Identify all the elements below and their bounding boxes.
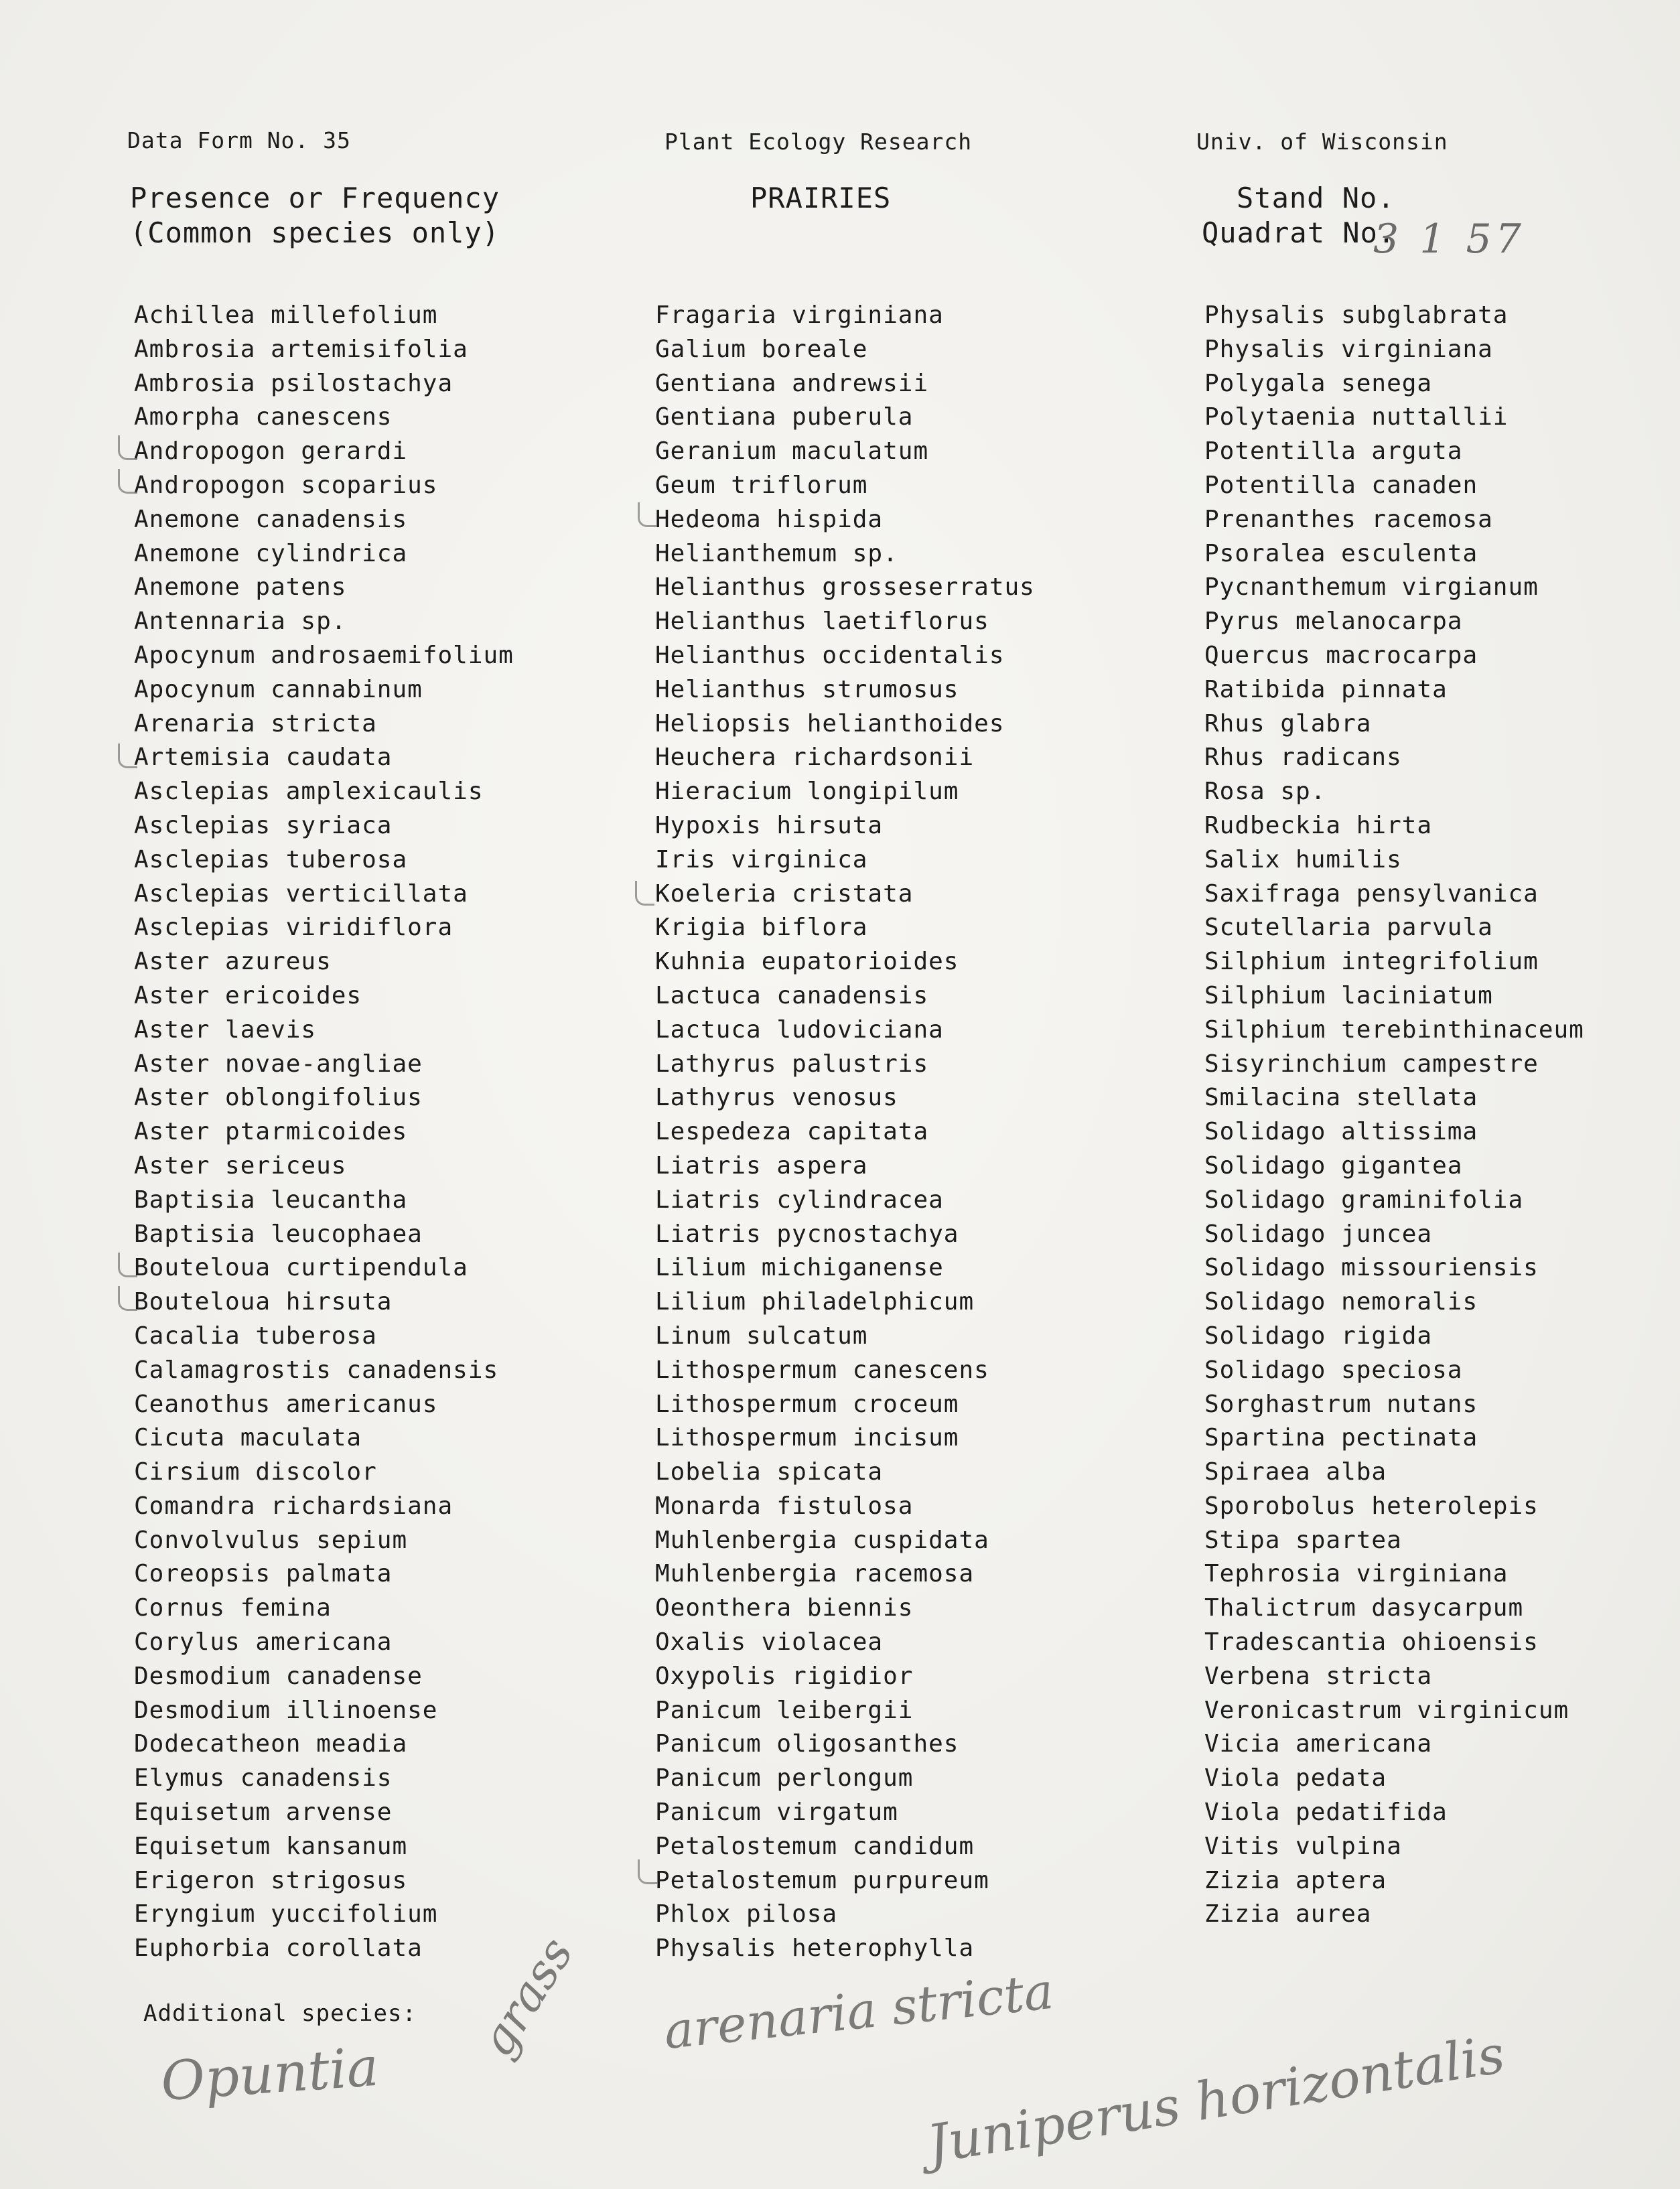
- species-item: Viola pedatifida: [1204, 1798, 1448, 1827]
- species-item: Rosa sp.: [1204, 778, 1326, 806]
- species-item: Anemone cylindrica: [134, 539, 408, 567]
- species-item: Cornus femina: [134, 1594, 332, 1622]
- species-item: Heliopsis helianthoides: [655, 709, 1005, 737]
- species-item: Muhlenbergia cuspidata: [655, 1526, 989, 1554]
- species-item: Silphium terebinthinaceum: [1204, 1015, 1584, 1044]
- species-item: Helianthemum sp.: [655, 539, 898, 567]
- species-item: Silphium integrifolium: [1204, 948, 1539, 976]
- species-item: Solidago speciosa: [1204, 1356, 1463, 1384]
- species-item: Geranium maculatum: [655, 437, 929, 466]
- species-item: Aster azureus: [134, 948, 332, 976]
- species-item: Panicum perlongum: [655, 1764, 914, 1792]
- species-item: Liatris pycnostachya: [655, 1220, 959, 1248]
- species-item: Stipa spartea: [1204, 1526, 1402, 1554]
- species-item: Aster ericoides: [134, 981, 362, 1009]
- check-mark: [638, 1859, 657, 1884]
- species-item: Aster sericeus: [134, 1151, 347, 1180]
- species-item: Kuhnia eupatorioides: [655, 948, 959, 976]
- species-item: Lactuca ludoviciana: [655, 1015, 944, 1044]
- species-item: Helianthus occidentalis: [655, 641, 1005, 669]
- university-name: Univ. of Wisconsin: [1196, 129, 1448, 155]
- species-item: Iris virginica: [655, 845, 868, 873]
- species-item: Convolvulus sepium: [134, 1526, 408, 1554]
- species-item: Baptisia leucantha: [134, 1186, 408, 1214]
- species-column-3: [1204, 299, 1584, 1932]
- species-item: Lithospermum croceum: [655, 1390, 959, 1418]
- species-item: Saxifraga pensylvanica: [1204, 879, 1539, 908]
- check-mark: [118, 435, 137, 460]
- check-mark: [635, 881, 654, 906]
- species-item: Veronicastrum virginicum: [1204, 1696, 1569, 1724]
- species-item: Vitis vulpina: [1204, 1832, 1402, 1860]
- species-item: Antennaria sp.: [134, 608, 347, 636]
- check-mark: [118, 1286, 137, 1311]
- species-item: Oxypolis rigidior: [655, 1662, 914, 1690]
- species-item: Anemone canadensis: [134, 505, 408, 533]
- species-item: Rhus radicans: [1204, 744, 1402, 772]
- species-item: Lespedeza capitata: [655, 1118, 929, 1146]
- species-item: Silphium laciniatum: [1204, 981, 1493, 1009]
- measure-line-1: Presence or Frequency: [130, 182, 500, 214]
- species-item: Krigia biflora: [655, 914, 868, 942]
- species-item: Solidago nemoralis: [1204, 1288, 1478, 1316]
- species-item: Coreopsis palmata: [134, 1560, 393, 1588]
- species-item: Galium boreale: [655, 335, 868, 363]
- species-item: Monarda fistulosa: [655, 1492, 914, 1520]
- species-item: Linum sulcatum: [655, 1322, 868, 1350]
- species-item: Gentiana puberula: [655, 403, 914, 431]
- species-item: Petalostemum purpureum: [655, 1866, 989, 1894]
- species-item: Andropogon scoparius: [134, 471, 438, 499]
- species-item: Lobelia spicata: [655, 1458, 884, 1486]
- species-item: Vicia americana: [1204, 1730, 1433, 1758]
- species-item: Quercus macrocarpa: [1204, 641, 1478, 669]
- species-item: Comandra richardsiana: [134, 1492, 453, 1520]
- species-item: Asclepias amplexicaulis: [134, 778, 484, 806]
- species-item: Heuchera richardsonii: [655, 744, 975, 772]
- species-item: Sorghastrum nutans: [1204, 1390, 1478, 1418]
- species-item: Smilacina stellata: [1204, 1084, 1478, 1112]
- species-item: Viola pedata: [1204, 1764, 1387, 1792]
- measure-title: [130, 181, 500, 251]
- species-item: Geum triflorum: [655, 471, 868, 499]
- species-item: Baptisia leucophaea: [134, 1220, 423, 1248]
- species-item: Lathyrus palustris: [655, 1050, 929, 1078]
- species-column-1: [134, 299, 514, 1966]
- species-item: Oxalis violacea: [655, 1628, 884, 1656]
- species-item: Zizia aptera: [1204, 1866, 1387, 1894]
- check-mark: [118, 744, 137, 768]
- species-item: Psoralea esculenta: [1204, 539, 1478, 567]
- species-item: Koeleria cristata: [655, 879, 914, 908]
- species-item: Helianthus strumosus: [655, 675, 959, 703]
- species-item: Solidago graminifolia: [1204, 1186, 1524, 1214]
- species-item: Ceanothus americanus: [134, 1390, 438, 1418]
- species-item: Helianthus grosseserratus: [655, 573, 1035, 602]
- species-item: Muhlenbergia racemosa: [655, 1560, 975, 1588]
- handwritten-grass: grass: [469, 1927, 584, 2066]
- species-item: Sporobolus heterolepis: [1204, 1492, 1539, 1520]
- species-item: Lilium michiganense: [655, 1254, 944, 1282]
- species-item: Rudbeckia hirta: [1204, 811, 1433, 839]
- species-item: Euphorbia corollata: [134, 1934, 423, 1963]
- species-item: Solidago missouriensis: [1204, 1254, 1539, 1282]
- species-item: Physalis subglabrata: [1204, 301, 1509, 329]
- species-item: Liatris cylindracea: [655, 1186, 944, 1214]
- species-item: Lithospermum canescens: [655, 1356, 989, 1384]
- species-item: Apocynum androsaemifolium: [134, 641, 514, 669]
- additional-species-label: Additional species:: [143, 2000, 417, 2027]
- species-item: Physalis virginiana: [1204, 335, 1493, 363]
- species-item: Gentiana andrewsii: [655, 369, 929, 397]
- species-item: Cicuta maculata: [134, 1424, 362, 1452]
- research-title: Plant Ecology Research: [664, 129, 973, 155]
- species-item: Erigeron strigosus: [134, 1866, 408, 1894]
- check-mark: [118, 469, 137, 494]
- species-item: Liatris aspera: [655, 1151, 868, 1180]
- species-item: Bouteloua hirsuta: [134, 1288, 393, 1316]
- species-item: Polygala senega: [1204, 369, 1433, 397]
- species-item: Anemone patens: [134, 573, 347, 602]
- species-item: Fragaria virginiana: [655, 301, 944, 329]
- species-item: Helianthus laetiflorus: [655, 608, 989, 636]
- species-item: Solidago altissima: [1204, 1118, 1478, 1146]
- species-item: Lithospermum incisum: [655, 1424, 959, 1452]
- species-item: Asclepias tuberosa: [134, 845, 408, 873]
- species-item: Scutellaria parvula: [1204, 914, 1493, 942]
- species-item: Bouteloua curtipendula: [134, 1254, 468, 1282]
- species-item: Asclepias verticillata: [134, 879, 468, 908]
- species-item: Hedeoma hispida: [655, 505, 884, 533]
- species-item: Salix humilis: [1204, 845, 1402, 873]
- species-item: Potentilla canaden: [1204, 471, 1478, 499]
- species-item: Pycnanthemum virgianum: [1204, 573, 1539, 602]
- species-item: Prenanthes racemosa: [1204, 505, 1493, 533]
- species-item: Aster novae-angliae: [134, 1050, 423, 1078]
- species-item: Lilium philadelphicum: [655, 1288, 975, 1316]
- form-number: Data Form No. 35: [127, 127, 351, 153]
- species-column-2: [655, 299, 1035, 1966]
- species-item: Tradescantia ohioensis: [1204, 1628, 1539, 1656]
- species-item: Hypoxis hirsuta: [655, 811, 884, 839]
- species-item: Solidago gigantea: [1204, 1151, 1463, 1180]
- species-item: Desmodium canadense: [134, 1662, 423, 1690]
- species-item: Eryngium yuccifolium: [134, 1900, 438, 1928]
- species-item: Lactuca canadensis: [655, 981, 929, 1009]
- species-item: Aster ptarmicoides: [134, 1118, 408, 1146]
- species-item: Zizia aurea: [1204, 1900, 1372, 1928]
- species-item: Cacalia tuberosa: [134, 1322, 377, 1350]
- stand-label: Stand No.: [1237, 182, 1395, 214]
- species-item: Cirsium discolor: [134, 1458, 377, 1486]
- species-item: Amorpha canescens: [134, 403, 393, 431]
- check-mark: [638, 502, 657, 527]
- species-item: Lathyrus venosus: [655, 1084, 898, 1112]
- species-item: Panicum leibergii: [655, 1696, 914, 1724]
- species-item: Achillea millefolium: [134, 301, 438, 329]
- stand-quadrat-labels: [1202, 181, 1395, 251]
- species-item: Thalictrum dasycarpum: [1204, 1594, 1524, 1622]
- quadrat-number-handwritten: 3 1 57: [1373, 216, 1525, 263]
- species-item: Asclepias viridiflora: [134, 914, 453, 942]
- species-item: Equisetum kansanum: [134, 1832, 408, 1860]
- species-item: Dodecatheon meadia: [134, 1730, 408, 1758]
- species-item: Asclepias syriaca: [134, 811, 393, 839]
- community-title: PRAIRIES: [750, 182, 892, 214]
- species-item: Corylus americana: [134, 1628, 393, 1656]
- species-item: Petalostemum candidum: [655, 1832, 975, 1860]
- species-item: Aster laevis: [134, 1015, 317, 1044]
- species-item: Aster oblongifolius: [134, 1084, 423, 1112]
- species-item: Andropogon gerardi: [134, 437, 408, 466]
- species-item: Sisyrinchium campestre: [1204, 1050, 1539, 1078]
- species-item: Rhus glabra: [1204, 709, 1372, 737]
- species-item: Panicum virgatum: [655, 1798, 898, 1827]
- species-item: Arenaria stricta: [134, 709, 377, 737]
- species-item: Panicum oligosanthes: [655, 1730, 959, 1758]
- species-item: Equisetum arvense: [134, 1798, 393, 1827]
- species-item: Elymus canadensis: [134, 1764, 393, 1792]
- check-mark: [118, 1253, 137, 1277]
- measure-line-2: (Common species only): [130, 216, 500, 249]
- species-item: Ratibida pinnata: [1204, 675, 1448, 703]
- species-item: Calamagrostis canadensis: [134, 1356, 499, 1384]
- species-item: Hieracium longipilum: [655, 778, 959, 806]
- quadrat-label: Quadrat No.: [1202, 216, 1396, 249]
- species-item: Tephrosia virginiana: [1204, 1560, 1509, 1588]
- species-item: Polytaenia nuttallii: [1204, 403, 1509, 431]
- species-item: Spartina pectinata: [1204, 1424, 1478, 1452]
- species-item: Artemisia caudata: [134, 744, 393, 772]
- species-item: Potentilla arguta: [1204, 437, 1463, 466]
- species-item: Spiraea alba: [1204, 1458, 1387, 1486]
- handwritten-opuntia: Opuntia: [159, 2035, 381, 2113]
- species-item: Ambrosia psilostachya: [134, 369, 453, 397]
- species-item: Phlox pilosa: [655, 1900, 838, 1928]
- handwritten-arenaria: arenaria stricta: [661, 1962, 1056, 2061]
- species-item: Solidago juncea: [1204, 1220, 1433, 1248]
- species-item: Ambrosia artemisifolia: [134, 335, 468, 363]
- species-item: Solidago rigida: [1204, 1322, 1433, 1350]
- species-item: Desmodium illinoense: [134, 1696, 438, 1724]
- species-item: Oeonthera biennis: [655, 1594, 914, 1622]
- species-item: Verbena stricta: [1204, 1662, 1433, 1690]
- handwritten-juniperus: Juniperus horizontalis: [923, 2024, 1509, 2176]
- species-item: Apocynum cannabinum: [134, 675, 423, 703]
- species-item: Physalis heterophylla: [655, 1934, 975, 1963]
- species-item: Pyrus melanocarpa: [1204, 608, 1463, 636]
